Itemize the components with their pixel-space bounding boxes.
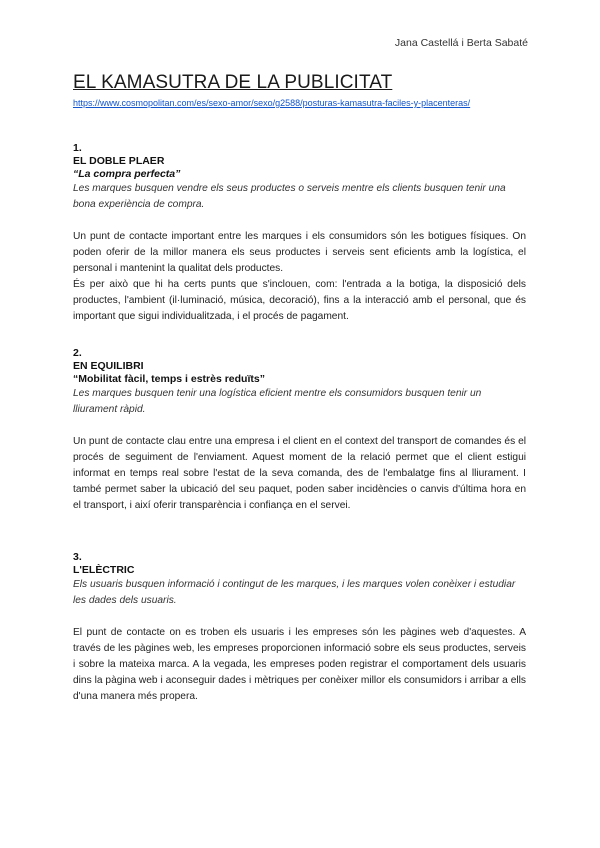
author-header: Jana Castellá i Berta Sabaté: [394, 37, 528, 49]
section-description: Les marques busquen tenir una logística eficient mentre els consumidors busquen tenir un lliurament ràpid.: [73, 388, 482, 415]
source-link[interactable]: https://www.cosmopolitan.com/es/sexo-amor/sexo/g2588/posturas-kamasutra-faciles-y-placenteras/: [73, 98, 471, 108]
section-subtitle: “Mobilitat fàcil, temps i estrès reduïts”: [73, 373, 265, 385]
section-2: [73, 347, 526, 514]
section-paragraph: És per això que hi ha certs punts que s'inclouen, com: l'entrada a la botiga, la disposició dels productes, l'ambient (il·luminació, música, decoració), fins a la interacció amb el personal, que és important que sigui individualitzada, i el procés de pagament.: [73, 279, 526, 322]
section-1: [73, 142, 526, 325]
section-3: [73, 551, 526, 705]
section-paragraph: El punt de contacte on es troben els usuaris i les empreses són les pàgines web d'aquestes. A través de les pàgines web, les empreses proporcionen informació sobre els seus productes, serveis i sobre la mateixa marca. A la vegada, les empreses poden registrar el comportament dels usuaris dins la pàgina web i aconseguir dades i mètriques per conèixer millor els consumidors i arribar a ells d'una manera més propera.: [73, 627, 526, 702]
section-number: 2.: [73, 347, 82, 359]
section-number: 3.: [73, 551, 82, 563]
section-heading: EN EQUILIBRI: [73, 360, 144, 372]
section-heading: L'ELÈCTRIC: [73, 564, 135, 576]
section-paragraph: Un punt de contacte important entre les marques i els consumidors són les botigues físiques. On poden oferir de la millor manera els seus productes i serveis sent eficients amb la logística, el personal i mantenint la qualitat dels productes.: [73, 231, 526, 274]
document-title: EL KAMASUTRA DE LA PUBLICITAT: [73, 72, 393, 93]
section-subtitle: “La compra perfecta”: [73, 168, 181, 180]
section-paragraph: Un punt de contacte clau entre una empresa i el client en el context del transport de comandes és el procés de seguiment de l'enviament. Aquest moment de la relació permet que el client estigui informat en temps real sobre l'estat de la seva comanda, des de l'embalatge fins al lliurament. I també permet saber la ubicació del seu paquet, poden saber incidències o canvis d'última hora en el transport, i així oferir transparència i confiança en el servei.: [73, 436, 526, 511]
section-heading: EL DOBLE PLAER: [73, 155, 165, 167]
section-description: Les marques busquen vendre els seus productes o serveis mentre els clients busquen tenir una bona experiència de compra.: [73, 183, 506, 210]
section-description: Els usuaris busquen informació i contingut de les marques, i les marques volen conèixer i estudiar les dades dels usuaris.: [73, 579, 516, 606]
section-number: 1.: [73, 142, 82, 154]
